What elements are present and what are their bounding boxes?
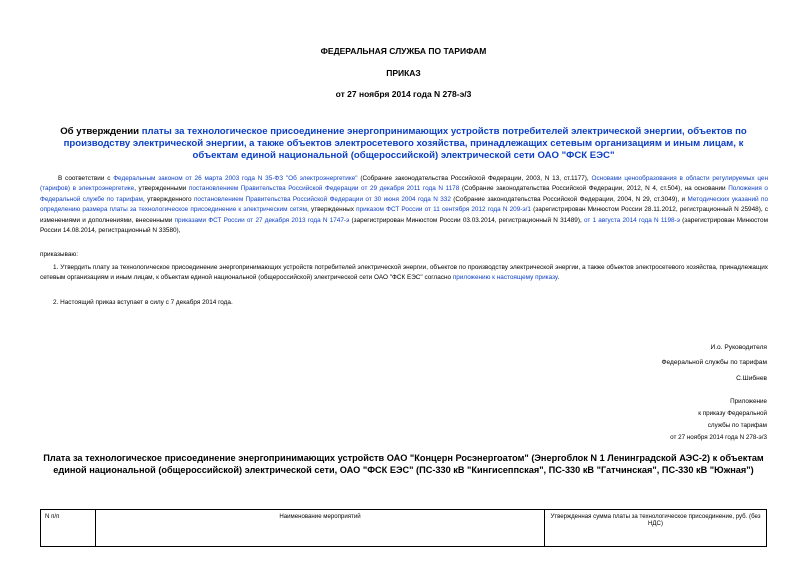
item1-text: 1. Утвердить плату за технологическое присоединение энергопринимающих устройств потребителей электрической энергии, объектов по производству электрической энергии, а также объектов электросетевого хозяйства, принадлежащих сетевым организациям и иным лицам, к объектам единой национальной (общероссийской) электрической сети ОАО "ФСК ЕЭС" согласно bbox=[40, 264, 768, 282]
appendix-reference bbox=[560, 396, 767, 444]
preamble-text-7: , утвержденных bbox=[307, 206, 357, 214]
link-resolution-1178[interactable]: постановлением Правительства Российской Федерации от 29 декабря 2011 года N 1178 bbox=[188, 185, 460, 193]
appendix-line-3: службы по тарифам bbox=[707, 422, 767, 429]
link-pricing-basics[interactable]: Основами ценообразования в области регулируемых цен (тарифов) в электроэнергетике bbox=[40, 175, 769, 193]
agency-name: ФЕДЕРАЛЬНАЯ СЛУЖБА ПО ТАРИФАМ bbox=[320, 46, 487, 56]
preamble-text-4: (Собрание законодательства Российской Федерации, 2012, N 4, ст.504), на основании bbox=[459, 185, 729, 193]
column-header-amount: Утвержденная сумма платы за технологическое присоединение, руб. (без НДС) bbox=[545, 510, 767, 547]
item1-end: . bbox=[557, 274, 560, 282]
preamble-text-3: , утвержденными bbox=[134, 185, 189, 193]
document-type: ПРИКАЗ bbox=[386, 68, 421, 78]
document-date: от 27 ноября 2014 года N 278-э/3 bbox=[335, 89, 472, 99]
title-link[interactable]: платы за технологическое присоединение энергопринимающих устройств потребителей электрической энергии, объектов по производству электрической энергии, а также объектов электросетевого хозяйства, принадлежащих сетевым организациям и иным лицам, к объектам единой национальной (общероссийской) электрической сети ОАО "ФСК ЕЭС" bbox=[63, 126, 747, 162]
preamble-paragraph bbox=[40, 174, 768, 236]
signature-block bbox=[460, 340, 767, 386]
link-order-209[interactable]: приказом ФСТ России от 11 сентября 2012 года N 209-э/1 bbox=[356, 206, 531, 214]
signature-position: И.о. Руководителя bbox=[710, 344, 767, 351]
preamble-text-8: (зарегистрирован Минюстом России 28.11.2012, регистрационный N 25948), с изменениями и дополнениями, внесенными bbox=[40, 206, 768, 224]
document-title bbox=[40, 126, 767, 163]
appendix-label: Приложение bbox=[730, 398, 767, 405]
order-word: приказываю: bbox=[40, 251, 78, 258]
link-resolution-332[interactable]: постановлением Правительства Российской Федерации от 30 июня 2004 года N 332 bbox=[193, 195, 451, 203]
link-order-1198[interactable]: от 1 августа 2014 года N 1198-э bbox=[583, 216, 680, 224]
link-fst-regulation[interactable]: Положения о Федеральной службе по тарифам bbox=[40, 185, 768, 203]
column-header-activity: Наименование мероприятий bbox=[96, 510, 545, 547]
signature-name: С.Шибнев bbox=[736, 374, 767, 382]
link-methodical-guidelines[interactable]: Методических указаний по определению размера платы за технологическое присоединение к электрическим сетям bbox=[40, 195, 769, 214]
title-prefix: Об утверждении bbox=[60, 126, 142, 137]
preamble-text-2: (Собрание законодательства Российской Федерации, 2003, N 13, ст.1177), bbox=[357, 175, 592, 182]
signature-organization: Федеральной службы по тарифам bbox=[661, 359, 767, 367]
preamble-text-6: (Собрание законодательства Российской Федерации, 2004, N 29, ст.3049), и bbox=[450, 195, 688, 203]
link-federal-law-35fz[interactable]: Федеральным законом от 26 марта 2003 года N 35-ФЗ "Об электроэнергетике" bbox=[113, 175, 358, 182]
fee-table bbox=[40, 509, 767, 547]
preamble-text-1: В соответствии с bbox=[58, 175, 114, 182]
appendix-line-2: к приказу Федеральной bbox=[698, 410, 767, 417]
preamble-text-9: (зарегистрирован Минюстом России 03.03.2014, регистрационный N 31489), bbox=[349, 216, 584, 224]
appendix-line-4: от 27 ноября 2014 года N 278-э/3 bbox=[670, 434, 767, 441]
order-item-1 bbox=[40, 263, 768, 284]
link-appendix[interactable]: приложению к настоящему приказу bbox=[452, 274, 558, 282]
column-header-number: N п/п bbox=[41, 510, 96, 547]
preamble-text-5: , утвержденного bbox=[142, 195, 194, 203]
appendix-title: Плата за технологическое присоединение энергопринимающих устройств ОАО "Концерн Росэнергоатом" (Энергоблок N 1 Ленинградской АЭС-2) к объектам единой национальной (общероссийской) электрической сети, ОАО "ФСК ЕЭС" (ПС-330 кВ "Кингисеппская", ПС-330 кВ "Гатчинская", ПС-330 кВ "Южная") bbox=[43, 453, 764, 475]
order-item-2: 2. Настоящий приказ вступает в силу с 7 декабря 2014 года. bbox=[53, 299, 233, 306]
preamble-text-10: (зарегистрирован Минюстом России 14.08.2014, регистрационный N 33580), bbox=[40, 216, 768, 235]
link-orders-1747[interactable]: приказами ФСТ России от 27 декабря 2013 года N 1747-э bbox=[174, 216, 350, 224]
table-header-row bbox=[41, 510, 767, 547]
